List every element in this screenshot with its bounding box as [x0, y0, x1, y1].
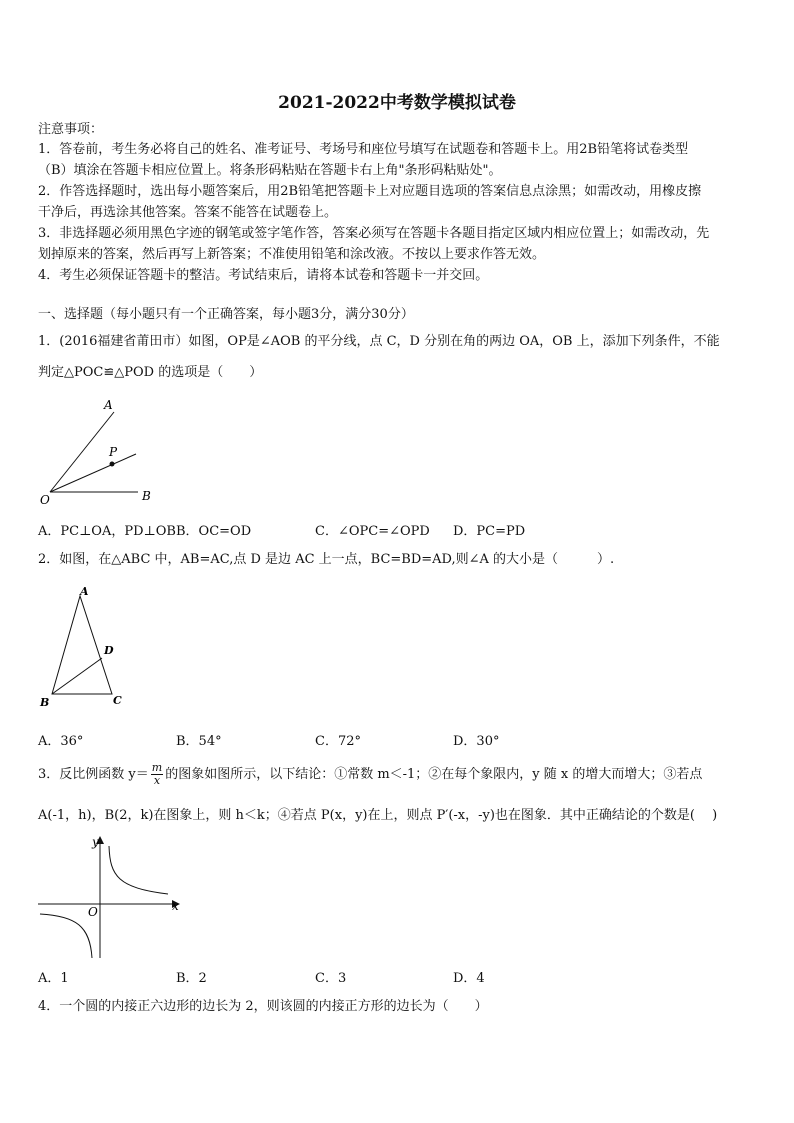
label-y: y [92, 835, 99, 849]
notice-line: （B）填涂在答题卡相应位置上。将条形码粘贴在答题卡右上角"条形码粘贴处"。 [38, 163, 502, 178]
section-heading: 一、选择题（每小题只有一个正确答案，每小题3分，满分30分） [38, 307, 414, 322]
q3-fraction-numerator: m [151, 761, 163, 774]
q3-fraction-denominator: x [153, 774, 161, 787]
label-a: A [80, 585, 89, 598]
q3-text-pre: 3．反比例函数 y＝ [38, 767, 149, 782]
notice-line: 1．答卷前，考生务必将自己的姓名、准考证号、考场号和座位号填写在试题卷和答题卡上。用2B铅笔将试卷类型 [38, 142, 689, 157]
triangle-abc [52, 596, 112, 694]
q1-option-c: C．∠OPC=∠OPD [315, 524, 430, 539]
label-p: P [109, 445, 118, 459]
q2-option-a: A．36° [38, 734, 84, 749]
point-p [110, 462, 115, 467]
notice-line: 4．考生必须保证答题卡的整洁。考试结束后，请将本试卷和答题卡一并交回。 [38, 268, 489, 283]
q3-figure [36, 834, 186, 964]
q3-option-b: B．2 [176, 971, 207, 986]
q2-option-d: D．30° [453, 734, 500, 749]
q2-figure [36, 582, 136, 712]
q1-option-a: A．PC⊥OA，PD⊥OB [38, 524, 176, 539]
label-o: O [40, 493, 50, 506]
q2-option-c: C．72° [315, 734, 361, 749]
q3-option-a: A．1 [38, 971, 69, 986]
notice-line: 划掉原来的答案，然后再写上新答案；不准使用铅笔和涂改液。不按以上要求作答无效。 [38, 247, 546, 262]
label-c: C [113, 694, 122, 707]
label-x: x [172, 899, 179, 913]
q4-text-line1: 4．一个圆的内接正六边形的边长为 2，则该圆的内接正方形的边长为（ ） [38, 999, 488, 1014]
label-b: B [142, 489, 151, 503]
q3-text-post: 的图象如图所示，以下结论：①常数 m＜-1；②在每个象限内，y 随 x 的增大而增大；③若点 [165, 767, 703, 782]
q1-text-line1: 1．(2016福建省莆田市）如图，OP是∠AOB 的平分线，点 C，D 分别在角的两边 OA，OB 上，添加下列条件，不能 [38, 334, 720, 349]
segment-bd [52, 658, 102, 694]
notice-line: 2．作答选择题时，选出每小题答案后，用2B铅笔把答题卡上对应题目选项的答案信息点涂黑；如需改动，用橡皮擦 [38, 184, 702, 199]
q1-text-line2: 判定△POC≌△POD 的选项是（ ） [38, 365, 263, 380]
q3-fraction [151, 762, 163, 787]
page-title: 2021-2022中考数学模拟试卷 [278, 93, 516, 113]
notice-heading: 注意事项： [38, 122, 104, 137]
notice-line: 干净后，再选涂其他答案。答案不能答在试题卷上。 [38, 205, 338, 220]
notice-line: 3．非选择题必须用黑色字迹的钢笔或签字笔作答，答案必须写在答题卡各题目指定区域内相应位置上；如需改动，先 [38, 226, 710, 241]
ray-oa [50, 412, 114, 492]
q1-option-d: D．PC=PD [453, 524, 526, 539]
label-d: D [104, 644, 114, 657]
q2-text-line1: 2．如图，在△ABC 中，AB=AC,点 D 是边 AC 上一点，BC=BD=AD,则∠A 的大小是（ ）. [38, 552, 615, 567]
ray-op [50, 454, 136, 492]
hyperbola-branch-3 [40, 914, 92, 958]
label-a: A [104, 398, 113, 412]
hyperbola-branch-1 [109, 846, 168, 894]
label-b: B [40, 696, 50, 709]
label-o: O [88, 905, 98, 919]
q2-option-b: B．54° [176, 734, 222, 749]
q3-option-d: D．4 [453, 971, 485, 986]
q1-option-b: B．OC=OD [176, 524, 252, 539]
q3-text-line2: A(-1，h)，B(2，k)在图象上，则 h＜k；④若点 P(x，y)在上，则点 P′(-x，-y)也在图象．其中正确结论的个数是( ) [38, 808, 718, 823]
q1-figure [36, 396, 166, 506]
q3-option-c: C．3 [315, 971, 347, 986]
q3-text-line1 [38, 762, 702, 787]
